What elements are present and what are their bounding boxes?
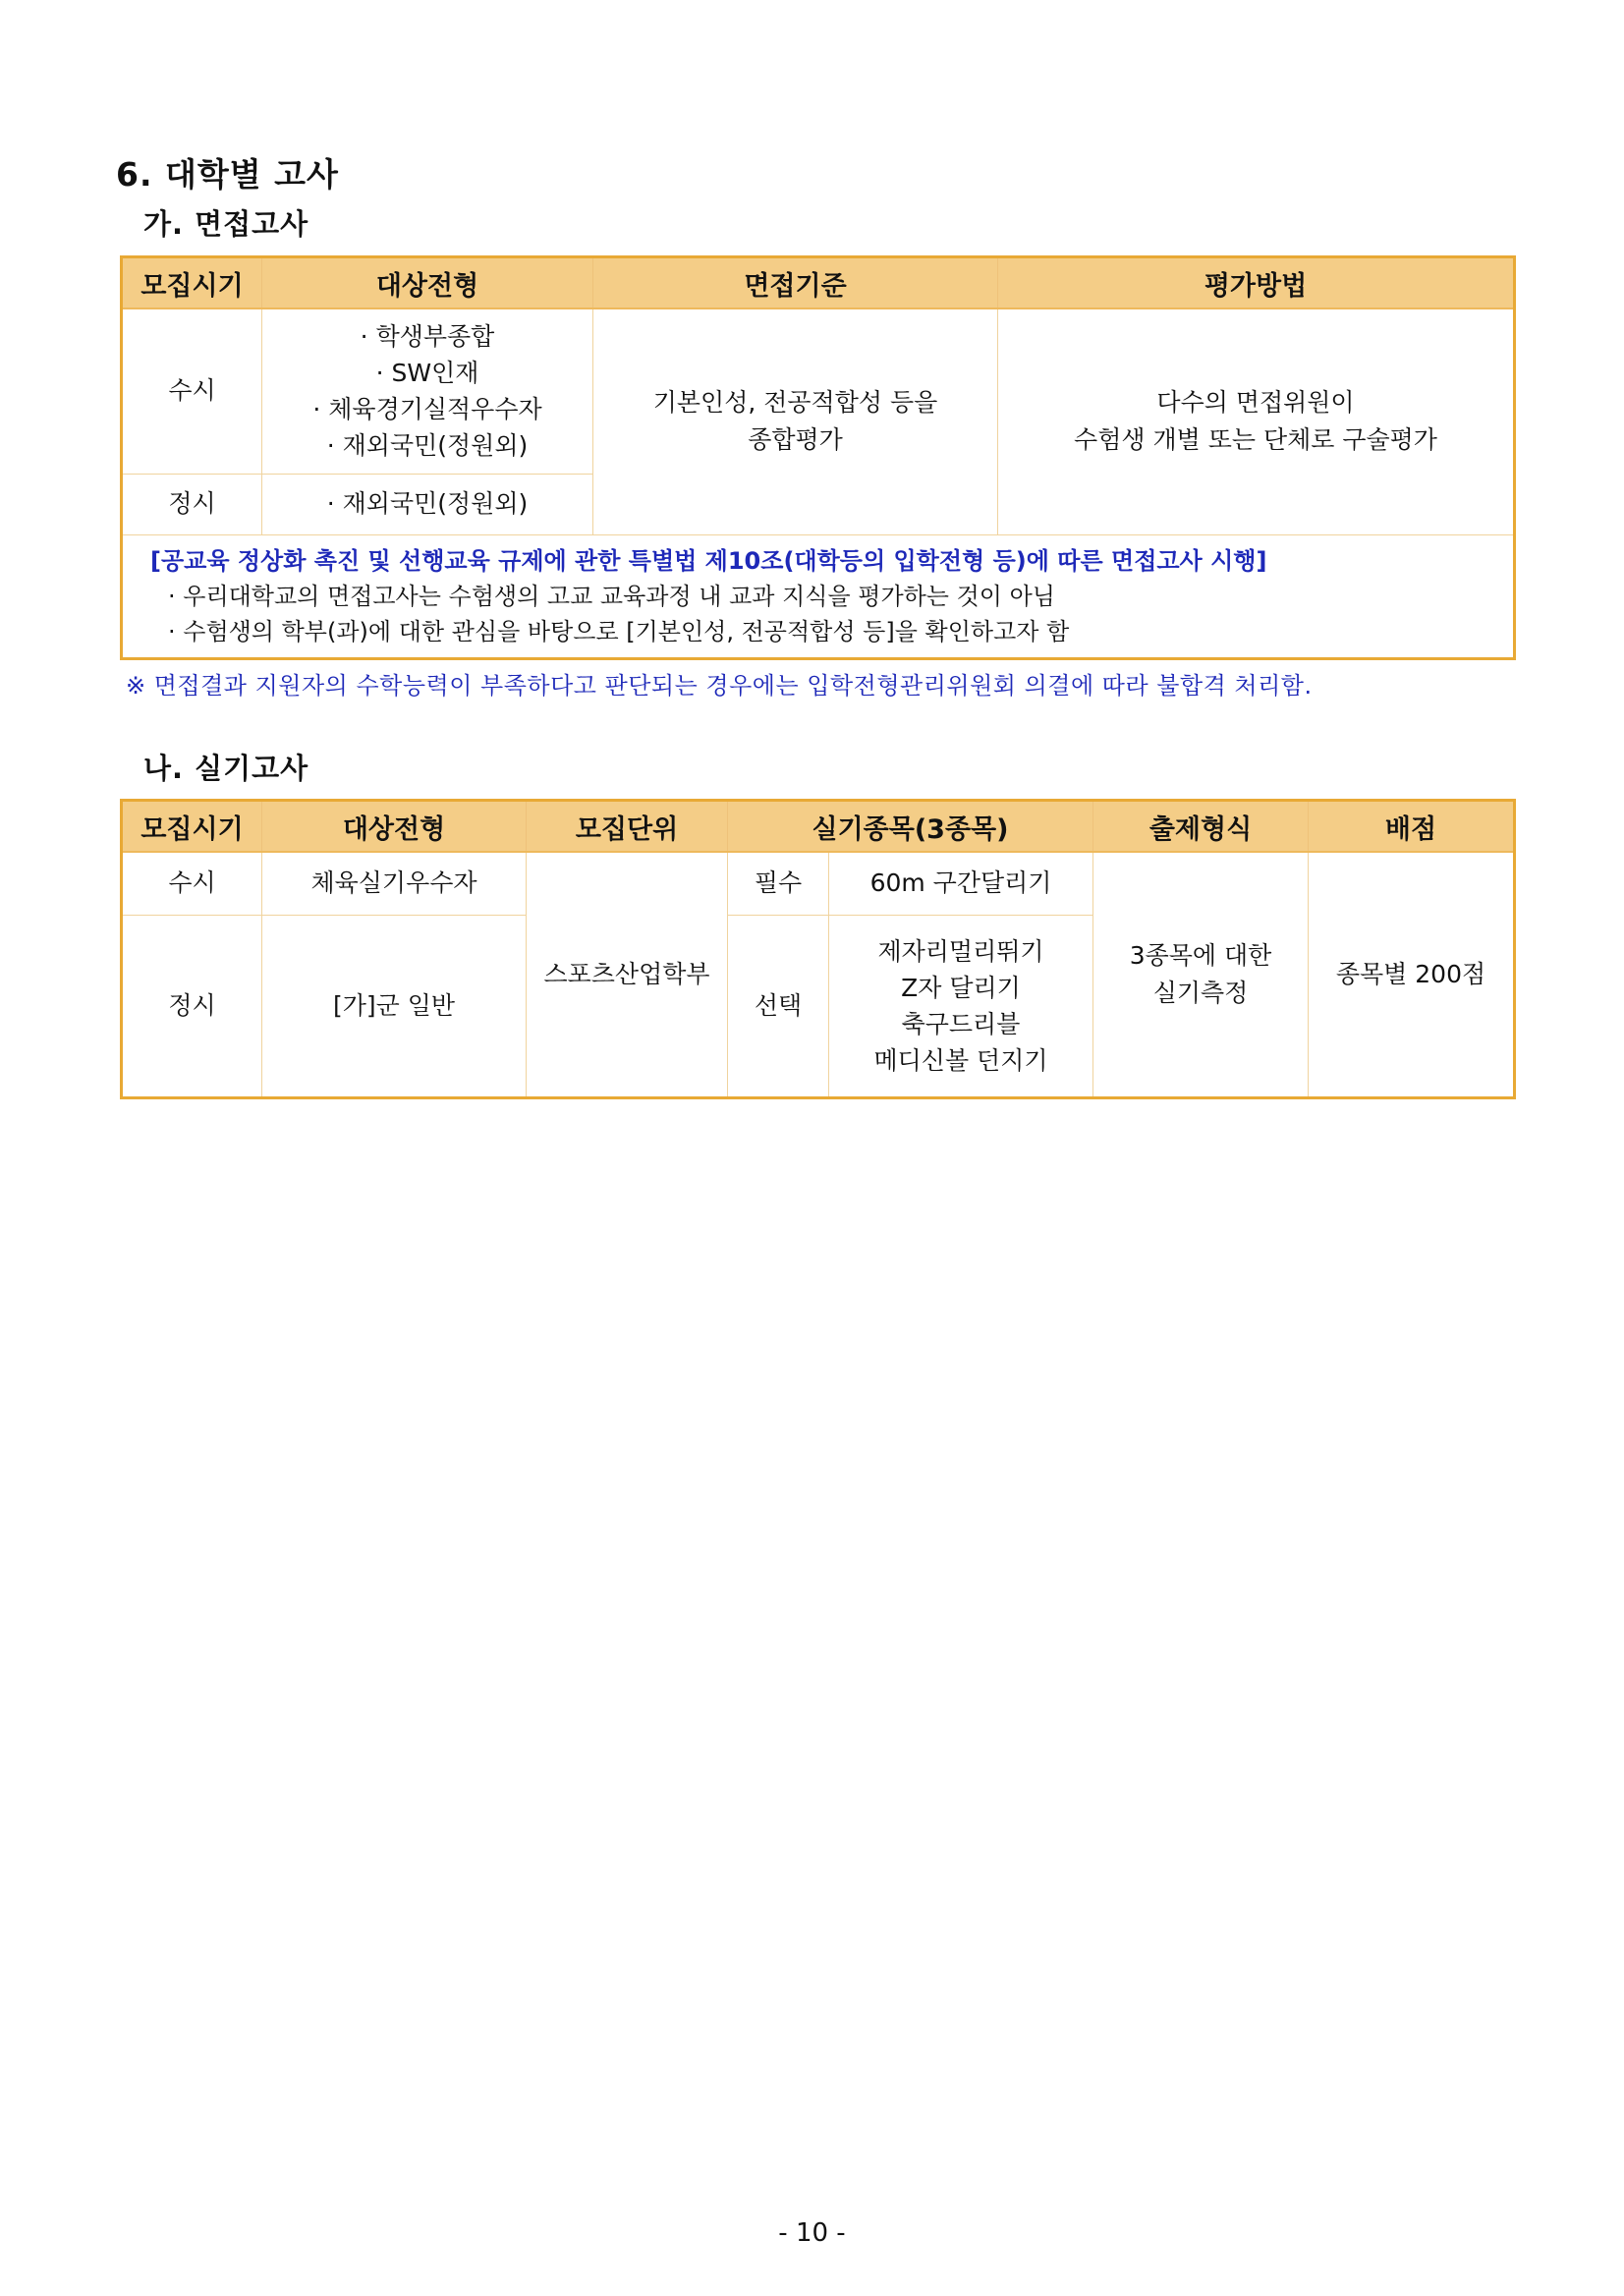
interview-table [120, 255, 1516, 660]
notice-box [122, 534, 1515, 658]
unit-cell: 스포츠산업학부 [527, 852, 728, 1097]
column-header: 평가방법 [998, 257, 1515, 309]
page-number: - 10 - [778, 2218, 846, 2248]
method-line: 다수의 면접위원이 [1156, 388, 1355, 418]
column-header: 면접기준 [593, 257, 998, 309]
practical-subtitle: 나. 실기고사 [143, 752, 309, 785]
column-header: 모집단위 [527, 801, 728, 853]
table-row [122, 852, 1515, 915]
period-cell: 수시 [122, 852, 262, 915]
criteria-line: 종합평가 [748, 425, 843, 455]
interview-footnote: ※ 면접결과 지원자의 수학능력이 부족하다고 판단되는 경우에는 입학전형관리위원회 의결에 따라 불합격 처리함. [126, 672, 1313, 700]
types-cell [262, 308, 593, 474]
interview-subtitle: 가. 면접고사 [143, 207, 309, 241]
type-item: · 체육경기실적우수자 [312, 395, 542, 424]
event-item: 축구드리블 [901, 1009, 1021, 1038]
format-line: 실기측정 [1152, 978, 1249, 1007]
practical-table [120, 799, 1516, 1099]
event-item: 메디신볼 던지기 [873, 1045, 1048, 1075]
notice-row [122, 534, 1515, 658]
type-item: · 학생부종합 [360, 322, 495, 352]
period-cell: 정시 [122, 915, 262, 1097]
column-header: 모집시기 [122, 801, 262, 853]
event-item: 제자리멀리뛰기 [877, 936, 1044, 966]
table-row [122, 308, 1515, 474]
events-cell [829, 915, 1093, 1097]
notice-heading: [공교육 정상화 촉진 및 선행교육 규제에 관한 특별법 제10조(대학등의 입학전형 등)에 따른 면접고사 시행] [150, 546, 1267, 575]
column-header: 대상전형 [262, 257, 593, 309]
column-header: 모집시기 [122, 257, 262, 309]
format-cell [1093, 852, 1309, 1097]
notice-line: · 수험생의 학부(과)에 대한 관심을 바탕으로 [기본인성, 전공적합성 등]을 확인하고자 함 [168, 617, 1070, 645]
period-cell: 수시 [122, 308, 262, 474]
category-cell: 필수 [728, 852, 829, 915]
column-header: 출제형식 [1093, 801, 1309, 853]
score-cell: 종목별 200점 [1309, 852, 1515, 1097]
criteria-cell [593, 308, 998, 534]
type-item: · 재외국민(정원외) [262, 474, 593, 534]
event-item: 60m 구간달리기 [829, 852, 1093, 915]
format-line: 3종목에 대한 [1129, 940, 1272, 970]
column-header: 대상전형 [262, 801, 527, 853]
type-item: · SW인재 [375, 359, 479, 388]
type-cell: 체육실기우수자 [262, 852, 527, 915]
method-cell [998, 308, 1515, 534]
section-title: 6. 대학별 고사 [116, 155, 339, 194]
type-item: · 재외국민(정원외) [326, 431, 529, 461]
type-cell: [가]군 일반 [262, 915, 527, 1097]
column-header: 실기종목(3종목) [728, 801, 1093, 853]
method-line: 수험생 개별 또는 단체로 구술평가 [1074, 425, 1437, 455]
column-header: 배점 [1309, 801, 1515, 853]
period-cell: 정시 [122, 474, 262, 534]
category-cell: 선택 [728, 915, 829, 1097]
event-item: Z자 달리기 [901, 973, 1021, 1002]
table-header-row [122, 801, 1515, 853]
notice-line: · 우리대학교의 면접고사는 수험생의 고교 교육과정 내 교과 지식을 평가하는 것이 아님 [168, 582, 1055, 610]
criteria-line: 기본인성, 전공적합성 등을 [652, 388, 938, 418]
table-header-row [122, 257, 1515, 309]
